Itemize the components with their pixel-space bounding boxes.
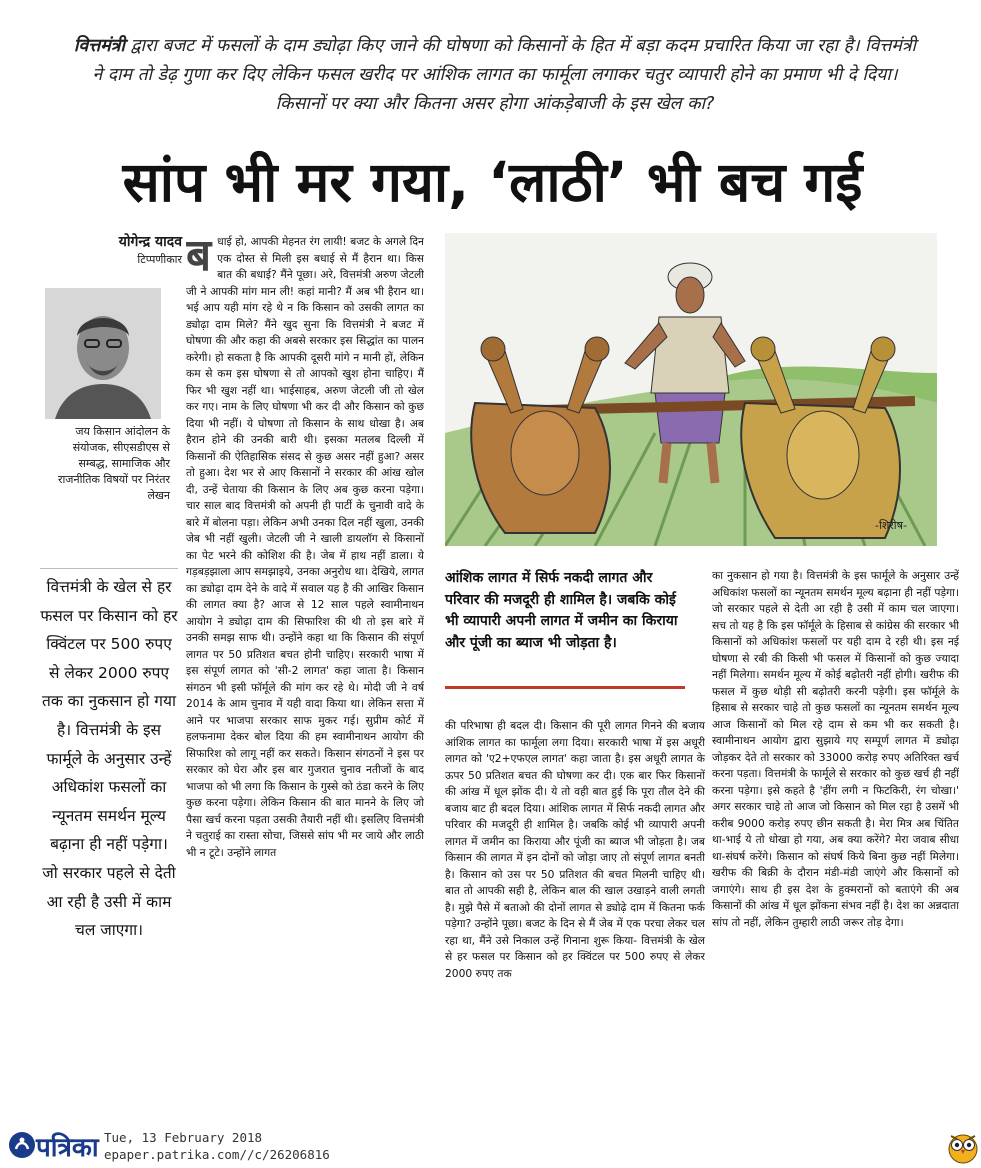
lead-paragraph (70, 32, 920, 119)
brand-name: पत्रिका (36, 1133, 99, 1163)
article-column-1 (186, 234, 424, 1114)
owl-mascot-icon (947, 1128, 979, 1164)
pull-quote: वित्तमंत्री के खेल से हर फसल पर किसान को हर क्विंटल पर 500 रुपए से लेकर 2000 रुपए तक का नुकसान हो गया है। वित्तमंत्री के इस फार्मूले के अनुसार उन्हें अधिकांश फसलों का न्यूनतम समर्थन मूल्य बढ़ाना ही नहीं पड़ेगा। जो सरकार पहले से देती आ रही है उसी में काम चल जाएगा। (40, 568, 178, 1045)
column-1-text: धाई हो, आपकी मेहनत रंग लायी! बजट के अगले दिन एक दोस्त से मिली इस बधाई से मैं हैरान था। किस बात की बधाई? मैंने पूछा। अरे, वित्तमंत्री अरुण जेटली जी ने आपकी मांग मान ली! कहां मानी? मैं अब भी हैरान था। भई आप यही मांग रहे थे न कि किसान को उसकी लागत का ड्योढ़ा दाम मिले? मैंने खुद सुना कि वित्तमंत्री ने बजट में घोषणा की और कहा की अबसे सरकार इस सिद्धांत का पालन करेगी। हो सकता है कि आपकी दूसरी मांगे न मानी हों, लेकिन कम से कम इस घोषणा से तो आपको खुश होना चाहिए। मैं फिर भी खुश नहीं था। भाईसाहब, अरुण जेटली जी तो खेल कर गए। नाम के लिए घोषणा भी कर दी और किसान को कुछ दिया भी नहीं। ये घोषणा तो किसान के साथ धोखा है। अब हैरान होने की उनकी बारी थी। इसका मतलब दिल्ली में किसानों की ऐतिहासिक संसद से कुछ असर नहीं हुआ? असर तो हुआ। देश भर से आए किसानों ने सरकार की आंख खोल दी, उन्हें चेताया की किसान के लिए अब कुछ करना पड़ेगा। चार साल बाद वित्तमंत्री को अपनी ही पार्टी के चुनावी वादे के बारे में बोलना पड़ा। लेकिन अभी उनका दिल नहीं खुला, उनकी जेब भी नहीं खुली। जेटली जी ने खाली डायलॉग से किसानों का पेट भरने की कोशिश की है। जेब में हाथ नहीं डाला। ये गड़बड़झाला आप समझाइये, उनका अनुरोध था। देखिये, लागत का ड्योढ़ा दाम देने के वादे में सवाल यह है की आखिर किसान की लागत क्या है? आज से 12 साल पहले स्वामीनाथन आयोग ने ड्योढ़ा दाम की सिफारिश की थी तो इस बारे में उनकी समझ साफ थी। उन्होंने कहा था कि किसान की संपूर्ण लागत पर 50 प्रतिशत बचत होनी चाहिए। सरकारी भाषा में इस संपूर्ण लागत को 'सी-2 लागत' कहा जाता है। किसान संगठन भी इसी फॉर्मूले की मांग कर रहे थे। मोदी जी ने वर्ष 2014 के आम चुनाव में यही वादा किया था। लेकिन सत्ता में आने पर भाजपा सरकार साफ मुकर गई। सुप्रीम कोर्ट में हलफनामा देकर बोल दिया की हम स्वामीनाथन आयोग की सिफारिश को लागू नहीं कर सकते। किसान संगठनों ने इस पर सरकार को घेरा और इस बार गुजरात चुनाव नतीजों के बाद भाजपा को भी लगा कि किसान के गुस्से को ठंडा करने के लिए कुछ करना पड़ेगा। लेकिन किसान की बात मानने के लिए जो पैसा खर्च करना पड़ता उसकी तैयारी नहीं थी। इसलिए वित्तमंत्री ने चतुराई का रास्ता सोचा, जिससे सांप भी मर जाये और लाठी भी न टूटे। उन्होंने लागत (186, 235, 424, 859)
highlight-quote (445, 568, 685, 654)
edition-date: Tue, 13 February 2018 (104, 1130, 263, 1145)
headline: सांप भी मर गया, ‘लाठी’ भी बच गई (122, 150, 863, 214)
article-column-2: की परिभाषा ही बदल दी। किसान की पूरी लागत गिनने की बजाय आंशिक लागत का फार्मूला लगा दिया। सरकारी भाषा में इस अधूरी लागत को 'ए2+एफएल लागत' कहा जाता है। इस अधूरी लागत के ऊपर 50 प्रतिशत बचत की घोषणा कर दी। एक बार फिर किसानों की आंख में धूल झोंक दी। ये तो वही बात हुई कि पूरा तौल देने की बजाय बाट ही बदल दिया। आंशिक लागत में सिर्फ नकदी लागत और परिवार की मजदूरी ही शामिल है। जबकि कोई भी व्यापारी अपनी लागत में जमीन का किराया और पूंजी का ब्याज भी जोड़ता है। जब किसान की लागत में इन दोनों को जोड़ा जाए तो संपूर्ण लागत बनती है। किसान को उस पर 50 प्रतिशत की बचत मिलनी चाहिए थी। बात तो आपकी सही है, लेकिन बाल की खाल उखाड़ने वाली लगती है। मुझे पैसे में बताओ की दोनों लागत से ड्योढ़े दाम में कितना फर्क पड़ेगा? उन्होंने पूछा। बजट के दिन से मैं जेब में एक परचा लेकर चल रहा था, मैंने उसे निकाल उन्हें गिनाना शुरू किया- वित्तमंत्री के खेल से हर फसल पर किसान को हर क्विंटल पर 500 रुपए से लेकर 2000 रुपए तक (445, 719, 705, 980)
cartoon-signature: -शिरीष- (875, 519, 907, 532)
drop-cap: ब (186, 234, 212, 281)
lead-bold: वित्तमंत्री (73, 36, 125, 56)
author-name: योगेन्द्र यादव (118, 234, 182, 250)
patrika-logo-icon (8, 1131, 36, 1159)
cartoon-illustration (445, 233, 937, 546)
edition-url[interactable]: epaper.patrika.com//c/26206816 (104, 1147, 330, 1162)
author-caption: जय किसान आंदोलन के संयोजक, सीएसडीएस से सम्बद्ध, सामाजिक और राजनीतिक विषयों पर निरंतर लेखन (57, 425, 170, 502)
lead-text: द्वारा बजट में फसलों के दाम ड्योढ़ा किए जाने की घोषणा को किसानों के हित में बड़ा कदम प्रचारित किया जा रहा है। वित्तमंत्री ने दाम तो डेढ़ गुणा कर दिए लेकिन फसल खरीद पर आंशिक लागत का फार्मूला लगाकर चतुर व्यापारी होने का प्रमाण भी दे दिया। किसानों पर क्या और कितना असर होगा आंकड़ेबाजी के इस खेल का? (92, 36, 917, 114)
article-column-3: का नुकसान हो गया है। वित्तमंत्री के इस फार्मूले के अनुसार उन्हें अधिकांश फसलों का न्यूनतम समर्थन मूल्य बढ़ाना ही नहीं पड़ेगा। जो सरकार पहले से देती आ रही है उसी में काम चल जाएगा। सच तो यह है कि इस फॉर्मूले के हिसाब से कांग्रेस की सरकार भी किसानों को अधिकांश फसलों पर यही दाम दे रही थी। इस नई घोषणा से रबी की किसी भी फसल में किसानों को कुछ ज्यादा नहीं मिलेगा। समर्थन मूल्य में कोई बढ़ोतरी नहीं होगी। खरीफ की फसल में कुछ थोड़ी सी बढ़ोतरी करनी पड़ेगी। इस फॉर्मूले के हिसाब से सरकार चाहे तो कुछ फसलों का न्यूनतम समर्थन मूल्य आज किसानों को मिल रहे दाम से कम भी कर सकती है। स्वामीनाथन आयोग द्वारा सुझाये गए सम्पूर्ण लागत में ड्योढ़ा जोड़कर देते तो सरकार को 33000 करोड़ रुपए अतिरिक्त खर्च करना पड़ता। वित्तमंत्री के फार्मूले से सरकार को कुछ खर्च ही नहीं करना पड़ेगा। इसे कहते है 'हींग लगी न फिटकिरी, रंग चोखा।' अगर सरकार चाहे तो आज जो किसान को मिल रहा है उसमें भी करीब 9000 करोड़ रुपए छीन सकती है। मेरा मित्र अब चिंतित था-भाई ये तो धोखा हो गया, अब क्या करेंगे? मेरा जवाब सीधा था-संघर्ष करेंगे। किसान को संघर्ष किये बिना कुछ नहीं मिलेगा। खरीफ की बिक्री के दौरान मंडी-मंडी जाएंगे और किसानों को जगाएंगे। साथ ही इस देश के हुक्मरानों को बताएंगे की अब किसानों की आंख में धूल झोंकना संभव नहीं है। देश का अन्नदाता सांप तो नहीं, लेकिन तुम्हारी लाठी जरूर तोड़ देगा। (712, 569, 959, 929)
quote-bold: आंशिक (445, 570, 484, 586)
quote-divider (445, 686, 685, 689)
author-photo (45, 288, 161, 419)
author-role: टिप्पणीकार (137, 253, 182, 266)
quote-text: लागत में सिर्फ नकदी लागत और परिवार की मजदूरी ही शामिल है। जबकि कोई भी व्यापारी अपनी लागत में जमीन का किराया और पूंजी का ब्याज भी जोड़ता है। (445, 570, 678, 651)
